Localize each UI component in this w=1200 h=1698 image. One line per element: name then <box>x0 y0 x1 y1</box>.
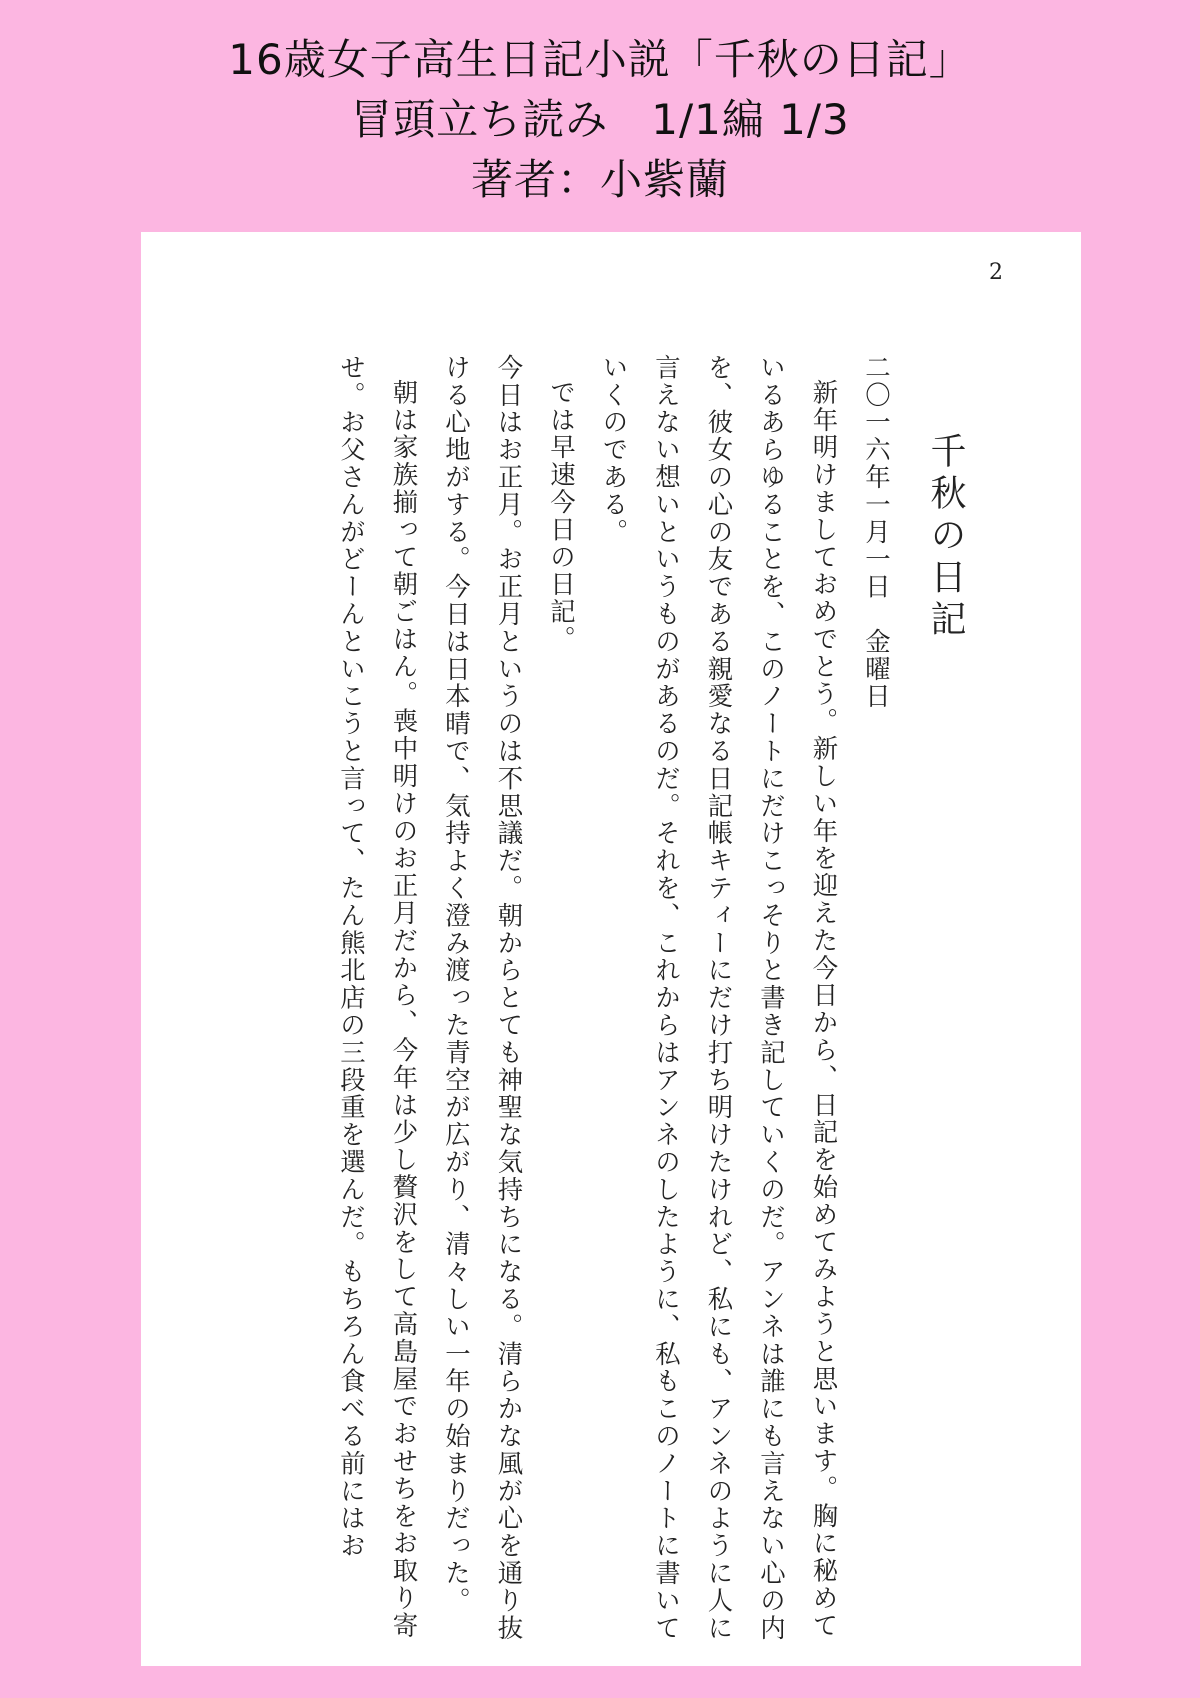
page-number: 2 <box>989 260 1003 285</box>
body-text <box>223 354 903 1644</box>
header-title: 16歳女子高生日記小説「千秋の日記」 <box>228 35 972 84</box>
date-line: 二〇一六年一月一日 金曜日 <box>862 354 892 711</box>
book-title: 千秋の日記 <box>925 432 966 642</box>
header-subtitle: 冒頭立ち読み 1/1編 1/3 <box>350 95 850 144</box>
paragraph: 新年明けましておめでとう。新しい年を迎えた今日から、日記を始めてみようと思います。胸に秘めているあらゆることを、このノートにだけこっそりと書き記していくのだ。アンネは誰にも言えない心の内を、彼女の心の友である親愛なる日記帳キティーにだけ打ち明けたけれど、私にも、アンネのように人に言えない想いというものがあるのだ。それを、これからはアンネのしたように、私もこのノートに書いていくのである。 <box>599 354 840 1642</box>
paragraph: 朝は家族揃って朝ごはん。喪中明けのお正月だから、今年は少し贅沢をして高島屋でおせちをお取り寄せ。お父さんがどーんといこうと言って、たん熊北店の三段重を選んだ。もちろん食べる前にはお <box>337 354 420 1640</box>
page-header <box>0 30 1200 210</box>
book-page <box>141 232 1081 1666</box>
header-author: 著者：小紫蘭 <box>470 155 729 204</box>
paragraph: 今日はお正月。お正月というのは不思議だ。朝からとても神聖な気持ちになる。清らかな風が心を通り抜ける心地がする。今日は日本晴で、気持よく澄み渡った青空が広がり、清々しい一年の始まりだった。 <box>442 354 525 1642</box>
paragraph: では早速今日の日記。 <box>547 379 577 654</box>
